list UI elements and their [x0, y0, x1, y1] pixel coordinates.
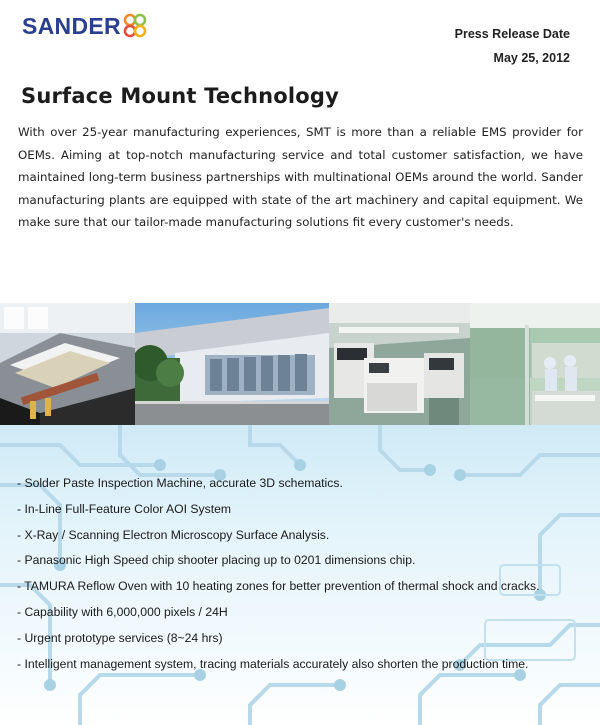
brand-name: SANDER: [22, 13, 121, 39]
feature-item: - Capability with 6,000,000 pixels / 24H: [17, 604, 228, 619]
feature-list: [17, 474, 540, 680]
feature-item: - Solder Paste Inspection Machine, accurate 3D schematics.: [17, 476, 343, 490]
feature-item: - Urgent prototype services (8~24 hrs): [17, 630, 223, 645]
page-title: Surface Mount Technology: [21, 84, 340, 108]
intro-paragraph: With over 25-year manufacturing experiences, SMT is more than a reliable EMS provider for OEMs. Aiming at top-notch manufacturing service and total customer satisfaction, we have maintained long-term business partnerships with multinational OEMs around the world. Sander manufacturing plants are equipped with state of the art machinery and capital equipment. We make sure that our tailor-made manufacturing solutions fit every customer's needs.: [18, 125, 583, 230]
sander-logo: [22, 13, 148, 40]
photo-strip: [0, 303, 600, 425]
feature-item: - TAMURA Reflow Oven with 10 heating zones for better prevention of thermal shock and cracks.: [17, 579, 540, 594]
header: [0, 0, 600, 80]
factory-building-photo: [135, 303, 329, 425]
press-release-date: May 25, 2012: [493, 51, 570, 65]
feature-item: - X-Ray / Scanning Electron Microscopy Surface Analysis.: [17, 527, 330, 542]
press-release-label: Press Release Date: [454, 27, 570, 41]
clean-room-photo: [470, 303, 600, 425]
smt-machine-photo: [0, 303, 135, 425]
feature-item: - Intelligent management system, tracing materials accurately also shorten the production time.: [17, 656, 529, 671]
logo-knot-icon: [122, 13, 148, 39]
production-line-photo: [329, 303, 470, 425]
feature-item: - Panasonic High Speed chip shooter placing up to 0201 dimensions chip.: [17, 553, 416, 568]
feature-item: - In-Line Full-Feature Color AOI System: [17, 501, 232, 516]
